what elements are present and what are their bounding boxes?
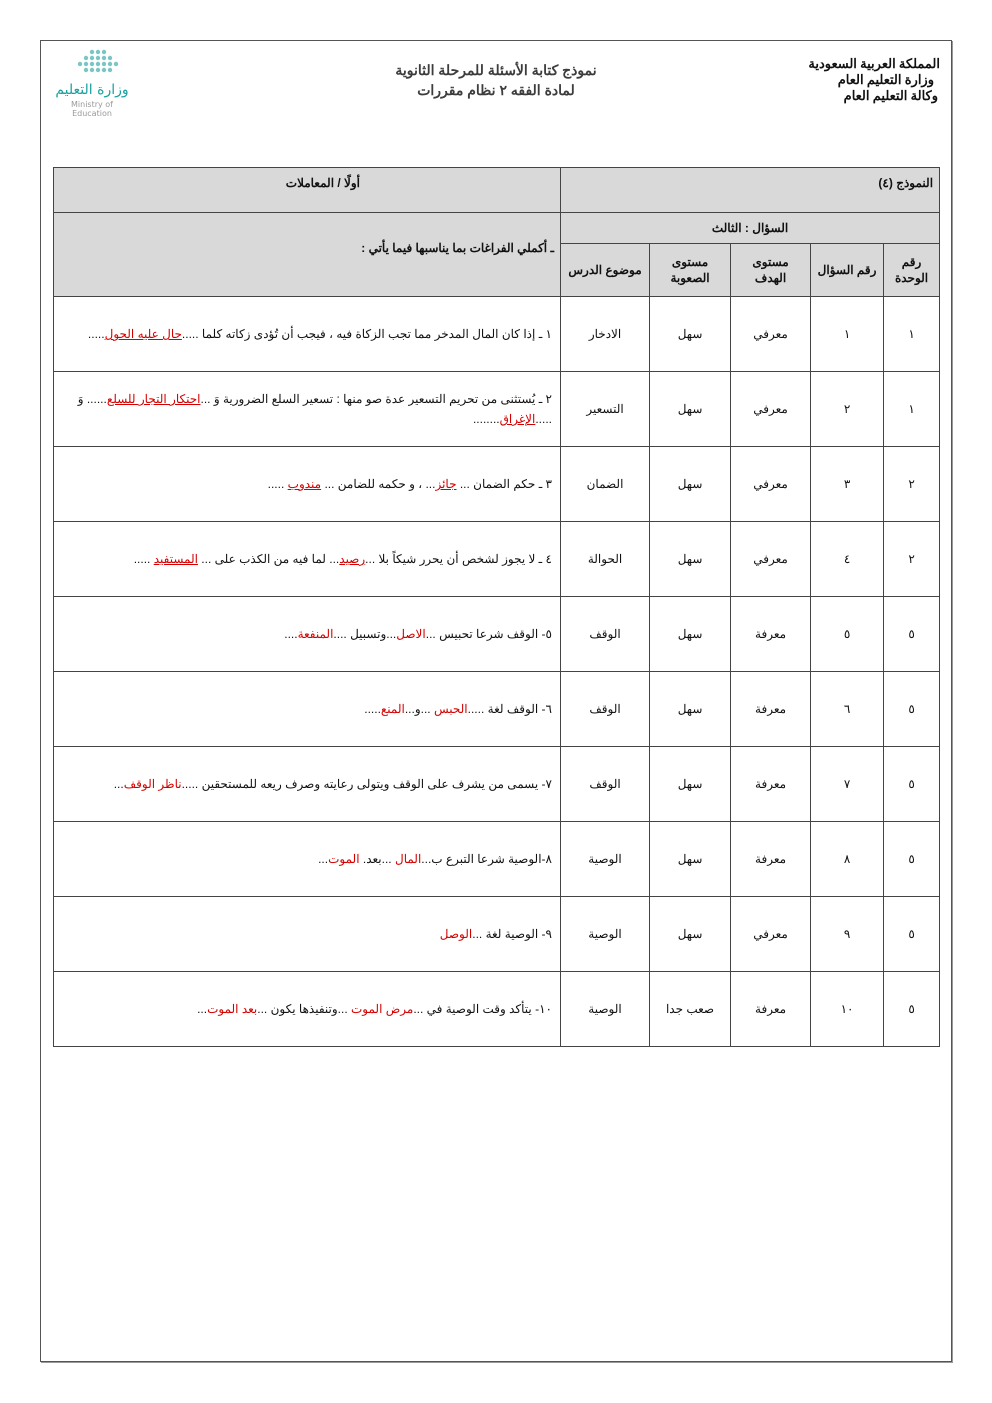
answer-text: جائز [435, 477, 457, 491]
cell-topic: الوقف [561, 672, 650, 747]
agency-line: وكالة التعليم العام [843, 88, 938, 103]
cell-goal-level: معرفي [731, 372, 811, 447]
question-text: ..... [87, 327, 105, 341]
question-text: ........ [472, 412, 500, 426]
question-text: ..... [133, 552, 154, 566]
cell-question-text [54, 297, 561, 372]
title-line-2: لمادة الفقه ٢ نظام مقررات [417, 82, 575, 98]
answer-text: الموت [328, 852, 360, 866]
question-text: ... ، و حكمه للضامن ... [321, 477, 436, 491]
question-text: ..... [267, 477, 288, 491]
cell-topic: الحوالة [561, 522, 650, 597]
answer-text: حال عليه الحول [104, 327, 182, 341]
cell-topic: الوصية [561, 897, 650, 972]
question-text: ... [113, 777, 124, 791]
table-row [54, 897, 940, 972]
cell-question-number: ١ [811, 297, 884, 372]
question-text: ٩- الوصية لغة ... [472, 927, 552, 941]
answer-text: مرض الموت [350, 1002, 414, 1016]
column-header-question-number: رقم السؤال [811, 244, 884, 297]
cell-unit: ٢ [884, 522, 940, 597]
table-row [54, 297, 940, 372]
document-title [296, 60, 696, 100]
cell-topic: الضمان [561, 447, 650, 522]
cell-goal-level: معرفي [731, 522, 811, 597]
cell-goal-level: معرفي [731, 897, 811, 972]
cell-topic: الوقف [561, 747, 650, 822]
answer-text: الاصل [396, 627, 426, 641]
ministry-line: وزارة التعليم العام [837, 72, 934, 87]
answer-text: رصيد [339, 552, 366, 566]
cell-question-text [54, 597, 561, 672]
cell-difficulty: صعب جدا [650, 972, 731, 1047]
answer-text: المنع [380, 702, 405, 716]
country-line: المملكة العربية السعودية [808, 56, 940, 71]
question-text: ...وتنفيذها يكون ... [257, 1002, 351, 1016]
table-body [54, 297, 940, 1047]
cell-difficulty: سهل [650, 297, 731, 372]
column-header-unit: رقم الوحدة [884, 244, 940, 297]
question-text: ٦- الوقف لغة ..... [467, 702, 552, 716]
cell-question-number: ٣ [811, 447, 884, 522]
cell-difficulty: سهل [650, 822, 731, 897]
answer-text: ناظر الوقف [123, 777, 182, 791]
cell-unit: ٥ [884, 972, 940, 1047]
answer-text: بعد الموت [207, 1002, 258, 1016]
column-header-difficulty: مستوى الصعوبة [650, 244, 731, 297]
cell-question-number: ١٠ [811, 972, 884, 1047]
cell-goal-level: معرفة [731, 822, 811, 897]
title-line-1: نموذج كتابة الأسئلة للمرحلة الثانوية [395, 62, 597, 78]
cell-question-text [54, 447, 561, 522]
cell-difficulty: سهل [650, 747, 731, 822]
question-text: ...و... [404, 702, 434, 716]
cell-unit: ٥ [884, 822, 940, 897]
cell-question-text [54, 372, 561, 447]
table-row [54, 672, 940, 747]
logo-english-text: Ministry of Education [71, 100, 113, 118]
column-header-goal-level: مستوى الهدف [731, 244, 811, 297]
question-text: ...وتسبيل .... [333, 627, 397, 641]
answer-text: احتكار التجار للسلع [106, 392, 201, 406]
logo-arabic-text: وزارة التعليم [55, 82, 129, 98]
question-text: ... [318, 852, 329, 866]
cell-unit: ٥ [884, 747, 940, 822]
cell-unit: ١ [884, 372, 940, 447]
questions-table [53, 167, 940, 1047]
answer-text: المال [394, 852, 422, 866]
section-title: أولًا / المعاملات [54, 168, 561, 213]
cell-difficulty: سهل [650, 522, 731, 597]
table-row [54, 822, 940, 897]
answer-text: المستفيد [153, 552, 198, 566]
cell-question-number: ٧ [811, 747, 884, 822]
cell-goal-level: معرفة [731, 747, 811, 822]
cell-question-text [54, 972, 561, 1047]
table-row [54, 447, 940, 522]
answer-text: المنفعة [297, 627, 334, 641]
cell-unit: ٥ [884, 672, 940, 747]
question-text: .... [284, 627, 298, 641]
cell-topic: الوقف [561, 597, 650, 672]
question-text: ٧- يسمى من يشرف على الوقف ويتولى رعايته وصرف ريعه للمستحقين ..... [181, 777, 552, 791]
answer-text: الإغراق [499, 412, 536, 426]
question-text: ..... [364, 702, 381, 716]
cell-question-text [54, 897, 561, 972]
cell-unit: ٢ [884, 447, 940, 522]
cell-topic: الوصية [561, 972, 650, 1047]
question-text: ٢ ـ يُستثنى من تحريم التسعير عدة صو منها : تسعير السلع الضرورية وَ ... [200, 392, 552, 406]
cell-unit: ٥ [884, 597, 940, 672]
question-text: ٤ ـ لا يجوز لشخص أن يحرر شيكاً بلا ... [365, 552, 552, 566]
cell-question-text [54, 672, 561, 747]
column-header-topic: موضوع الدرس [561, 244, 650, 297]
question-text: ... لما فيه من الكذب على ... [197, 552, 340, 566]
question-text: ٨-الوصية شرعا التبرع ب... [421, 852, 552, 866]
question-text: ...بعد. [359, 852, 395, 866]
table-row [54, 372, 940, 447]
cell-question-number: ٢ [811, 372, 884, 447]
question-label: السؤال : الثالث [561, 213, 940, 244]
cell-difficulty: سهل [650, 447, 731, 522]
cell-topic: التسعير [561, 372, 650, 447]
cell-difficulty: سهل [650, 597, 731, 672]
cell-question-number: ٦ [811, 672, 884, 747]
cell-goal-level: معرفة [731, 972, 811, 1047]
table-row [54, 972, 940, 1047]
cell-question-text [54, 822, 561, 897]
cell-difficulty: سهل [650, 897, 731, 972]
cell-question-number: ٩ [811, 897, 884, 972]
answer-text: الحبس [433, 702, 468, 716]
question-text: ١ ـ إذا كان المال المدخر مما تجب الزكاة فيه ، فيجب أن تُؤدى زكاته كلما ..... [181, 327, 552, 341]
cell-question-number: ٤ [811, 522, 884, 597]
cell-question-text [54, 522, 561, 597]
instruction-text: ـ أكملي الفراغات بما يناسبها فيما يأتي : [54, 213, 561, 297]
table-row [54, 597, 940, 672]
cell-question-text [54, 747, 561, 822]
cell-unit: ٥ [884, 897, 940, 972]
cell-goal-level: معرفي [731, 297, 811, 372]
cell-difficulty: سهل [650, 372, 731, 447]
model-label: النموذج (٤) [561, 168, 940, 213]
answer-text: مندوب [287, 477, 322, 491]
cell-difficulty: سهل [650, 672, 731, 747]
table-row [54, 522, 940, 597]
question-text: ... [197, 1002, 208, 1016]
cell-goal-level: معرفي [731, 447, 811, 522]
logo-dots-icon [52, 48, 132, 80]
answer-text: الوصل [439, 927, 473, 941]
question-text: ٣ ـ حكم الضمان ... [456, 477, 552, 491]
question-text: ٥- الوقف شرعا تحبيس ... [425, 627, 552, 641]
question-text: ...... وَ ..... [77, 392, 552, 426]
cell-unit: ١ [884, 297, 940, 372]
cell-topic: الوصية [561, 822, 650, 897]
cell-question-number: ٨ [811, 822, 884, 897]
question-text: ١٠- يتأكد وقت الوصية في ... [413, 1002, 552, 1016]
cell-goal-level: معرفة [731, 597, 811, 672]
cell-goal-level: معرفة [731, 672, 811, 747]
ministry-header [740, 56, 940, 104]
cell-question-number: ٥ [811, 597, 884, 672]
table-row [54, 747, 940, 822]
cell-topic: الادخار [561, 297, 650, 372]
ministry-logo [52, 48, 132, 118]
